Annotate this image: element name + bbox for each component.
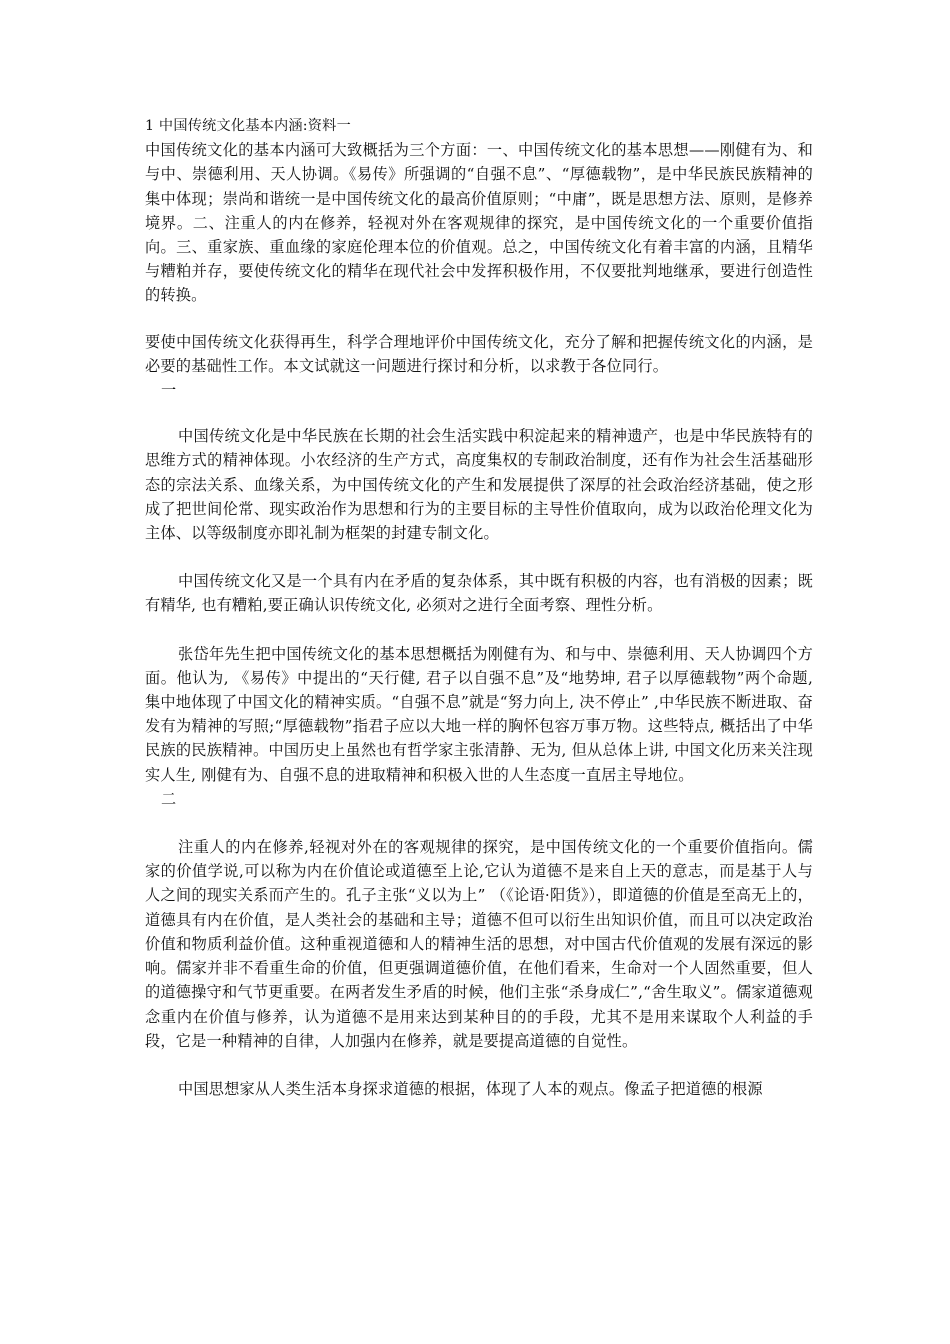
section-heading-two: 二 [161,789,177,808]
body-paragraph-3: 张岱年先生把中国传统文化的基本思想概括为刚健有为、和与中、崇德利用、天人协调四个方面。他认为, 《易传》中提出的“天行健, 君子以自强不息”及“地势坤, 君子以厚德载物”两个命题, 集中地体现了中国文化的精神实质。“自强不息”就是“努力向上, 决不停止” ,中华民族不断进取、奋发有为精神的写照;“厚德载物”指君子应以大地一样的胸怀包容万事万物。这些特点, 概括出了中华民族的民族精神。中国历史上虽然也有哲学家主张清静、无为, 但从总体上讲, 中国文化历来关注现实人生, 刚健有为、自强不息的进取精神和积极入世的人生态度一直居主导地位。 [145,644,813,784]
body-paragraph-4: 注重人的内在修养,轻视对外在的客观规律的探究，是中国传统文化的一个重要价值指向。儒家的价值学说,可以称为内在价值论或道德至上论,它认为道德不是来自上天的意志，而是基于人与人之间的现实关系而产生的。孔子主张“义以为上” （《论语·阳货》），即道德的价值是至高无上的，道德具有内在价值，是人类社会的基础和主导；道德不但可以衍生出知识价值，而且可以决定政治价值和物质利益价值。这种重视道德和人的精神生活的思想，对中国古代价值观的发展有深远的影响。儒家并非不看重生命的价值，但更强调道德价值，在他们看来，生命对一个人固然重要，但人的道德操守和气节更重要。在两者发生矛盾的时候，他们主张“杀身成仁”,“舍生取义”。儒家道德观念重内在价值与修养，认为道德不是用来达到某种目的的手段，尤其不是用来谋取个人利益的手段，它是一种精神的自律，人加强内在修养，就是要提高道德的自觉性。 [145,838,813,1050]
body-paragraph-2: 中国传统文化又是一个具有内在矛盾的复杂体系，其中既有积极的内容，也有消极的因素；既有精华, 也有糟粕,要正确认识传统文化, 必须对之进行全面考察、理性分析。 [145,572,813,615]
document-page [145,114,813,1101]
purpose-paragraph: 要使中国传统文化获得再生，科学合理地评价中国传统文化，充分了解和把握传统文化的内涵，是必要的基础性工作。本文试就这一问题进行探讨和分析，以求教于各位同行。 [145,332,813,375]
intro-paragraph: 中国传统文化的基本内涵可大致概括为三个方面：一、中国传统文化的基本思想——刚健有为、和与中、崇德利用、天人协调。《易传》所强调的“自强不息”、“厚德载物”，是中华民族民族精神的集中体现；崇尚和谐统一是中国传统文化的最高价值原则；“中庸”，既是思想方法、原则，是修养境界。二、注重人的内在修养，轻视对外在客观规律的探究，是中国传统文化的一个重要价值指向。三、重家族、重血缘的家庭伦理本位的价值观。总之，中国传统文化有着丰富的内涵，且精华与糟粕并存，要使传统文化的精华在现代社会中发挥积极作用，不仅要批判地继承，要进行创造性的转换。 [145,141,813,305]
document-title: 1 中国传统文化基本内涵:资料一 [145,118,351,134]
section-heading-one: 一 [161,381,177,400]
body-paragraph-5: 中国思想家从人类生活本身探求道德的根据，体现了人本的观点。像孟子把道德的根源 [178,1079,763,1098]
body-paragraph-1: 中国传统文化是中华民族在长期的社会生活实践中积淀起来的精神遗产，也是中华民族特有的思维方式的精神体现。小农经济的生产方式，高度集权的专制政治制度，还有作为社会生活基础形态的宗法关系、血缘关系，为中国传统文化的产生和发展提供了深厚的社会政治经济基础，使之形成了把世间伦常、现实政治作为思想和行为的主要目标的主导性价值取向，成为以政治伦理文化为主体、以等级制度亦即礼制为框架的封建专制文化。 [145,427,813,543]
